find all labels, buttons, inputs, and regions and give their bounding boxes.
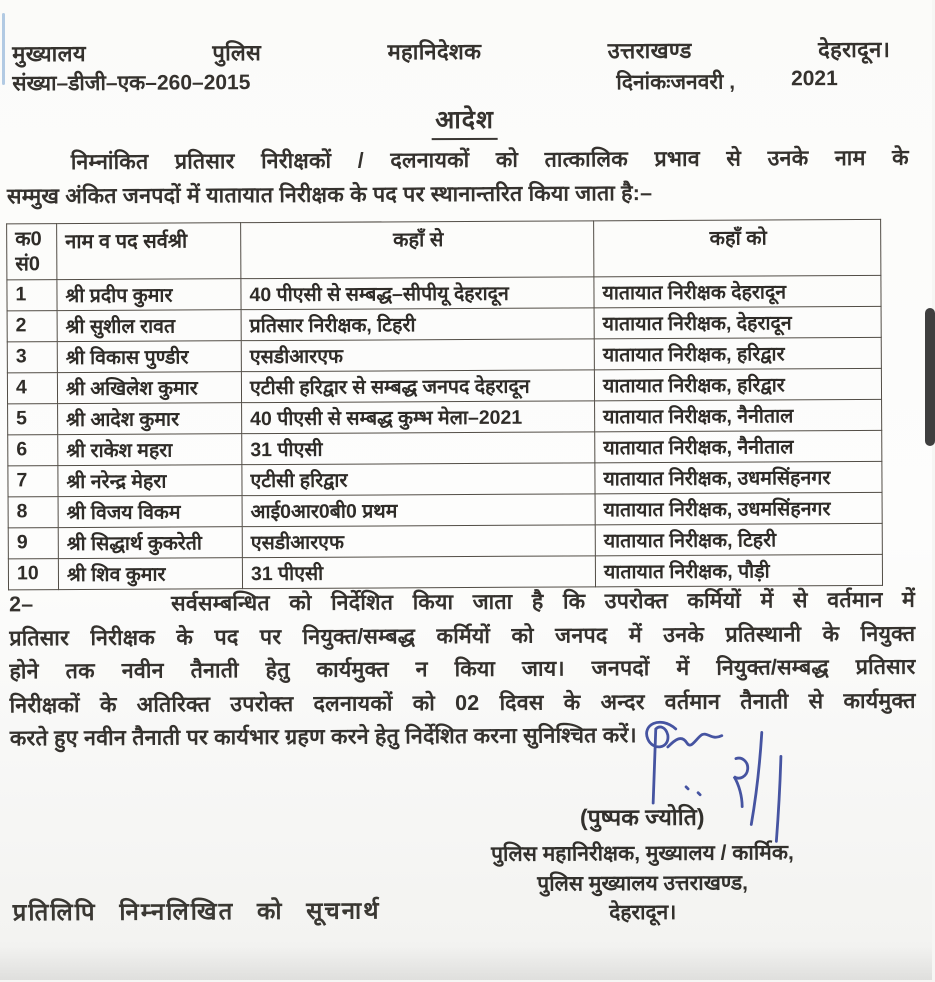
cell-to: यातायात निरीक्षक, टिहरी	[595, 523, 882, 556]
cell-to: यातायात निरीक्षक, हरिद्वार	[594, 337, 881, 370]
cell-serial: 9	[8, 528, 58, 559]
header-serial: क0 सं0	[7, 224, 57, 280]
table-row	[8, 399, 882, 435]
cell-name: श्री प्रदीप कुमार	[57, 279, 241, 311]
date-label: दिनांकःजनवरी ,	[616, 68, 735, 97]
paragraph-number: 2–	[9, 588, 171, 622]
paragraph-line: निम्नांकित प्रतिसार निरीक्षकों / दलनायकों को तात्कालिक प्रभाव से उनके नाम के	[7, 141, 909, 180]
cell-to: यातायात निरीक्षक, उधमसिंहनगर	[595, 461, 882, 494]
table-row	[8, 430, 882, 466]
table-row	[7, 275, 881, 311]
cell-to: यातायात निरीक्षक, नैनीताल	[595, 399, 882, 432]
table-row	[7, 337, 881, 373]
order-title: आदेश	[0, 100, 931, 143]
letterhead-word: देहरादून।	[818, 34, 890, 64]
cell-to: यातायात निरीक्षक, नैनीताल	[595, 430, 882, 463]
paragraph-line: होने तक नवीन तैनाती हेतु कार्यमुक्त न किया जाय। जनपदों में नियुक्त/सम्बद्ध प्रतिसार	[9, 651, 915, 689]
header-name: नाम व पद सर्वश्री	[57, 223, 241, 280]
cell-from: एसडीआरएफ	[241, 339, 594, 372]
cell-serial: 3	[7, 342, 57, 373]
table-row	[8, 492, 882, 528]
signature-block	[372, 799, 913, 929]
cell-serial: 1	[7, 280, 57, 311]
cell-name: श्री अखिलेश कुमार	[57, 372, 241, 404]
cell-from: आई0आर0बी0 प्रथम	[242, 494, 595, 527]
opening-paragraph	[7, 141, 909, 214]
cell-to: यातायात निरीक्षक, उधमसिंहनगर	[595, 492, 882, 525]
cell-from: 31 पीएसी	[242, 432, 595, 465]
cell-serial: 7	[8, 466, 58, 497]
cell-to: यातायात निरीक्षक देहरादून	[594, 275, 881, 308]
cell-to: यातायात निरीक्षक, हरिद्वार	[594, 368, 881, 401]
paragraph-line: 2– सर्वसम्बन्धित को निर्देशित किया जाता है कि उपरोक्त कर्मियों में से वर्तमान में	[9, 584, 915, 622]
cell-serial: 10	[8, 559, 58, 590]
paragraph-line: प्रतिसार निरीक्षक के पद पर नियुक्त/सम्बद्ध कर्मियों को जनपद में उनके प्रतिस्थानी के नियुक्त	[9, 617, 915, 655]
table-header-row	[7, 219, 881, 280]
cell-from: प्रतिसार निरीक्षक, टिहरी	[241, 308, 594, 341]
cell-from: एसडीआरएफ	[242, 525, 595, 558]
signatory-name: (पुष्पक ज्योति)	[372, 799, 912, 834]
cell-name: श्री सिद्धार्थ कुकरेती	[58, 527, 242, 559]
table-row	[8, 523, 882, 559]
transfer-table-body	[7, 219, 883, 590]
cell-serial: 4	[7, 373, 57, 404]
paragraph-line: सम्मुख अंकित जनपदों में यातायात निरीक्षक के पद पर स्थानान्तरित किया जाता है:–	[7, 175, 909, 214]
header-to: कहाँ को	[594, 219, 881, 277]
cell-name: श्री विजय विकम	[58, 496, 242, 528]
cut-off-copy-line: प्रतिलिपि निम्नलिखित को सूचनार्थ	[13, 893, 413, 910]
letterhead-word: पुलिस	[212, 37, 261, 67]
cell-name: श्री शिव कुमार	[58, 558, 242, 590]
cell-from: 40 पीएसी से सम्बद्ध कुम्भ मेला–2021	[242, 401, 595, 434]
signatory-office: पुलिस मुख्यालय उत्तराखण्ड,	[373, 867, 913, 899]
signatory-place: देहरादून।	[373, 897, 913, 929]
cell-to: यातायात निरीक्षक, देहरादून	[594, 306, 881, 339]
date-year: 2021	[791, 67, 838, 95]
cell-name: श्री आदेश कुमार	[58, 403, 242, 435]
reference-number: संख्या–डीजी–एक–260–2015	[12, 68, 250, 97]
letterhead-word: मुख्यालय	[12, 38, 86, 68]
paragraph-line: करते हुए नवीन तैनाती पर कार्यभार ग्रहण करने हेतु निर्देशित करना सुनिश्चित करें।	[10, 718, 916, 756]
cell-from: 40 पीएसी से सम्बद्ध–सीपीयू देहरादून	[241, 277, 594, 310]
cell-serial: 8	[8, 497, 58, 528]
cell-serial: 5	[8, 404, 58, 435]
transfer-table	[6, 219, 883, 591]
cell-from: एटीसी हरिद्वार	[242, 463, 595, 496]
letterhead-line	[12, 34, 890, 69]
cell-to: यातायात निरीक्षक, पौड़ी	[595, 554, 882, 587]
scan-bottom-shadow	[0, 946, 932, 980]
table-row	[7, 368, 881, 404]
paragraph-line: निरीक्षकों के अतिरिक्त उपरोक्त दलनायकों को 02 दिवस के अन्दर वर्तमान तैनाती से कार्यमुक्त	[10, 684, 916, 722]
cell-name: श्री नरेन्द्र मेहरा	[58, 465, 242, 497]
cell-name: श्री विकास पुण्डीर	[57, 341, 241, 373]
letterhead-word: उत्तराखण्ड	[608, 35, 692, 65]
header-from: कहाँ से	[241, 221, 594, 279]
letterhead-word: महानिदेशक	[387, 36, 481, 66]
cell-from: 31 पीएसी	[242, 556, 595, 589]
cell-serial: 2	[7, 311, 57, 342]
cell-serial: 6	[8, 435, 58, 466]
table-row	[7, 306, 881, 342]
date	[616, 67, 838, 96]
cell-name: श्री राकेश महरा	[58, 434, 242, 466]
signatory-designation: पुलिस महानिरीक्षक, मुख्यालय / कार्मिक,	[372, 838, 912, 870]
table-row	[8, 461, 882, 497]
cell-from: एटीसी हरिद्वार से सम्बद्ध जनपद देहरादून	[241, 370, 594, 403]
cell-name: श्री सुशील रावत	[57, 310, 241, 342]
